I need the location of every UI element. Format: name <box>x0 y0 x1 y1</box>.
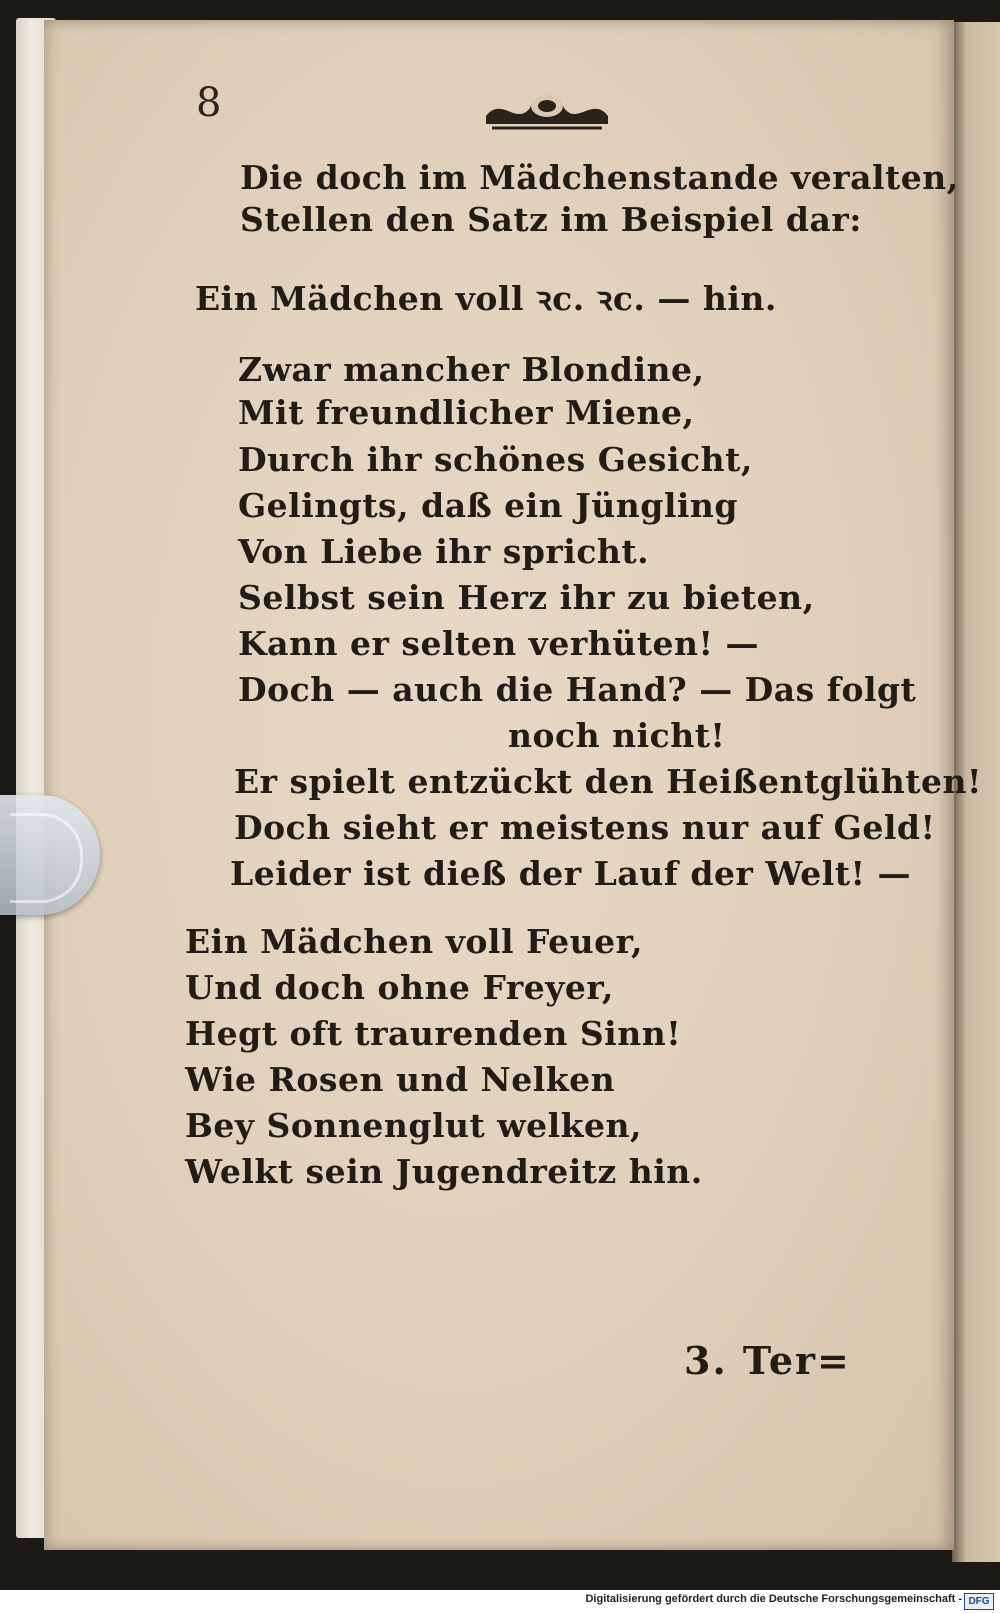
refrain-line-1: Ein Mädchen voll Feuer, <box>185 922 644 961</box>
refrain-line-3: Hegt oft traurenden Sinn! <box>185 1014 682 1053</box>
intro-line-2: Stellen den Satz im Beispiel dar: <box>240 200 862 239</box>
footer-credit: Digitalisierung gefördert durch die Deutsche Forschungsgemeinschaft - <box>585 1593 962 1605</box>
dfg-logo-icon: DFG <box>964 1593 994 1610</box>
page-clip-highlight <box>10 813 83 903</box>
verse-line-12: Leider ist dieß der Lauf der Welt! — <box>230 854 911 893</box>
verse-line-1: Zwar mancher Blondine, <box>238 350 705 389</box>
catchword: 3. Ter= <box>684 1338 851 1383</box>
refrain-short-line: Ein Mädchen voll ꝛc. ꝛc. — hin. <box>195 279 777 318</box>
printer-ornament-icon <box>482 86 612 132</box>
refrain-line-6: Welkt sein Jugendreitz hin. <box>185 1152 703 1191</box>
page-number: 8 <box>196 80 222 126</box>
digitization-footer <box>0 1590 1000 1613</box>
refrain-line-4: Wie Rosen und Nelken <box>185 1060 616 1099</box>
verse-line-10: Er spielt entzückt den Heißentglühten! <box>234 762 983 801</box>
refrain-line-2: Und doch ohne Freyer, <box>185 968 614 1007</box>
verse-line-4: Gelingts, daß ein Jüngling <box>238 486 738 525</box>
refrain-line-5: Bey Sonnenglut welken, <box>185 1106 642 1145</box>
verse-line-8: Doch — auch die Hand? — Das folgt <box>238 670 917 709</box>
verse-line-5: Von Liebe ihr spricht. <box>238 532 650 571</box>
verse-line-6: Selbst sein Herz ihr zu bieten, <box>238 578 815 617</box>
verse-line-7: Kann er selten verhüten! — <box>238 624 759 663</box>
intro-line-1: Die doch im Mädchenstande veralten, <box>240 158 959 197</box>
verse-line-2: Mit freundlicher Miene, <box>238 393 695 432</box>
verse-line-3: Durch ihr schönes Gesicht, <box>238 440 753 479</box>
verse-line-11: Doch sieht er meistens nur auf Geld! <box>234 808 936 847</box>
verse-line-9: noch nicht! <box>508 716 726 755</box>
